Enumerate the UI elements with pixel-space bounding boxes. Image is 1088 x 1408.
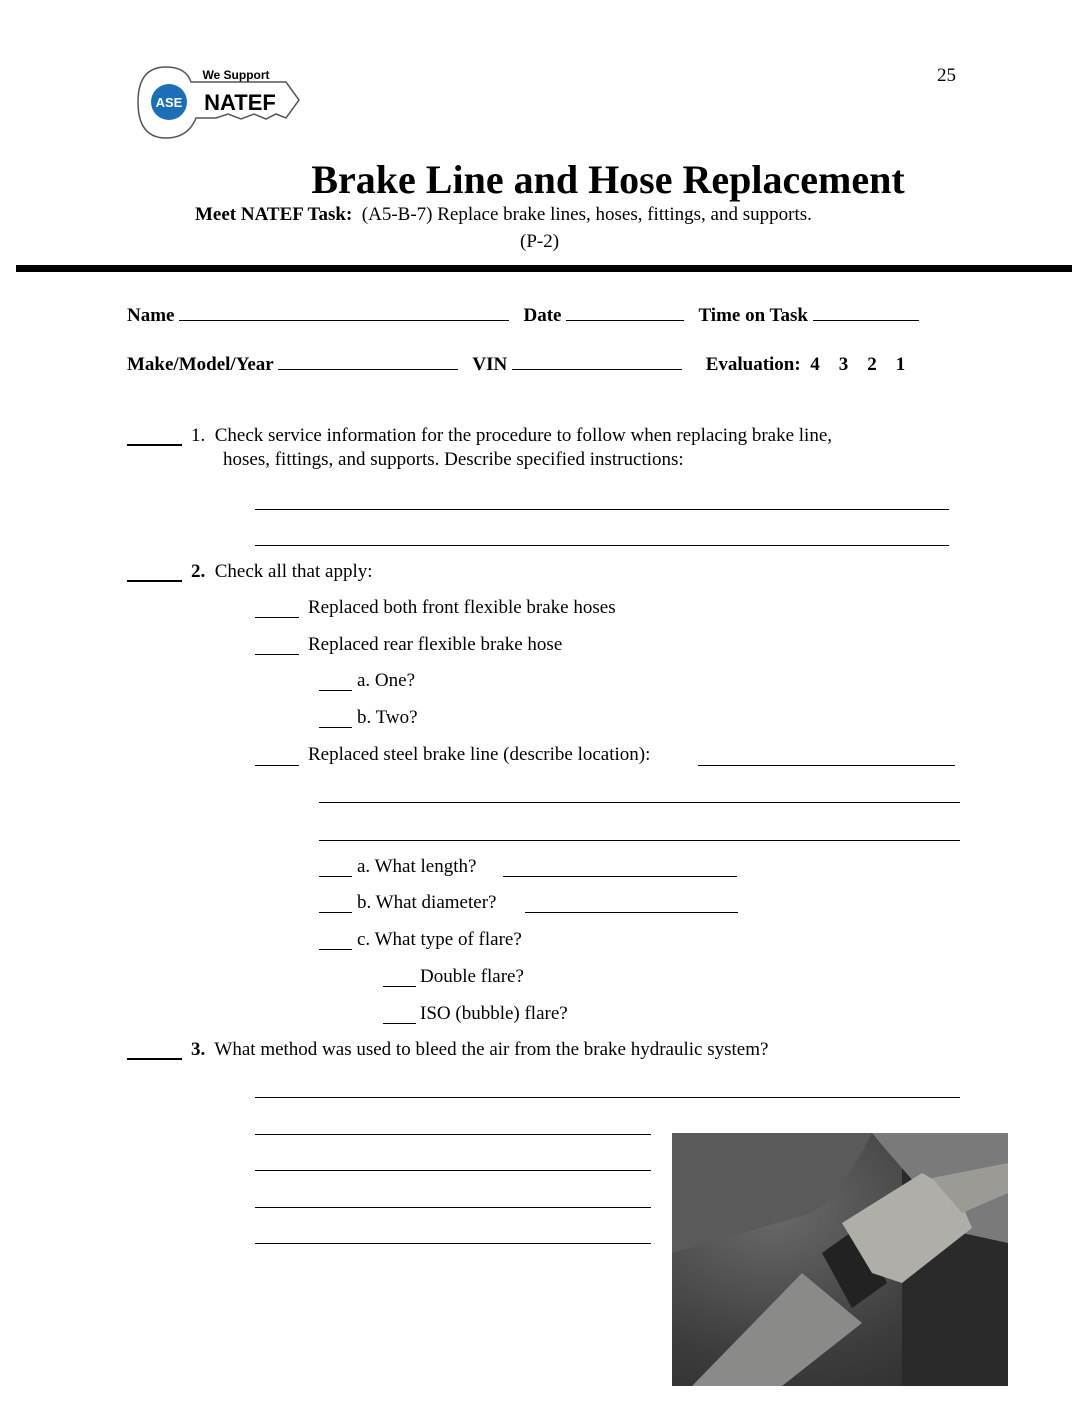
opt3b-label: b. What diameter? [357, 892, 497, 913]
page-title: Brake Line and Hose Replacement [311, 157, 905, 202]
length-field[interactable] [503, 876, 737, 877]
opt3b-blank[interactable] [319, 912, 352, 913]
make-model-year-label: Make/Model/Year [127, 354, 274, 375]
vin-label: VIN [472, 354, 508, 375]
opt3a-label: a. What length? [357, 856, 477, 877]
date-label: Date [523, 305, 562, 326]
opt1-label: Replaced both front flexible brake hoses [308, 597, 616, 618]
opt3c-label: c. What type of flare? [357, 929, 522, 950]
svg-text:NATEF: NATEF [204, 90, 276, 115]
q1-check-blank[interactable] [127, 444, 182, 446]
task-label: Meet NATEF Task: [195, 204, 353, 225]
opt1-blank[interactable] [255, 617, 299, 618]
q3-answer-line[interactable] [255, 1170, 651, 1171]
name-row [127, 302, 919, 327]
evaluation-label: Evaluation: [705, 354, 801, 375]
header-divider [16, 265, 1072, 272]
location-line[interactable] [319, 802, 960, 803]
q1-answer-line[interactable] [255, 509, 949, 510]
q3-answer-line[interactable] [255, 1243, 651, 1244]
location-line[interactable] [319, 840, 960, 841]
svg-text:We Support: We Support [202, 68, 270, 82]
make-model-year-field[interactable] [278, 351, 458, 370]
q3-answer-line[interactable] [255, 1134, 651, 1135]
opt3a-blank[interactable] [319, 876, 352, 877]
opt3-blank[interactable] [255, 765, 299, 766]
opt2b-blank[interactable] [319, 727, 352, 728]
task-priority: (P-2) [520, 231, 560, 252]
q3-answer-line[interactable] [255, 1207, 651, 1208]
flare2-blank[interactable] [383, 1023, 416, 1024]
q3-text: 3. What method was used to bleed the air from the brake hydraulic system? [191, 1039, 769, 1060]
time-on-task-label: Time on Task [698, 305, 808, 326]
task-line [195, 204, 812, 226]
q1-answer-line[interactable] [255, 545, 949, 546]
opt2-blank[interactable] [255, 654, 299, 655]
q2-text: 2. Check all that apply: [191, 561, 373, 582]
task-text: (A5-B-7) Replace brake lines, hoses, fittings, and supports. [361, 204, 812, 225]
score-4[interactable]: 4 [810, 354, 820, 375]
score-1[interactable]: 1 [895, 354, 906, 375]
name-label: Name [127, 305, 175, 326]
opt2-label: Replaced rear flexible brake hose [308, 634, 563, 655]
score-2[interactable]: 2 [867, 354, 877, 375]
score-3[interactable]: 3 [838, 354, 849, 375]
opt3c-blank[interactable] [319, 949, 352, 950]
natef-logo [136, 62, 302, 142]
opt2b-label: b. Two? [357, 707, 418, 728]
vin-field[interactable] [512, 351, 682, 370]
diameter-field[interactable] [525, 912, 738, 913]
q1-line2: hoses, fittings, and supports. Describe specified instructions: [223, 449, 684, 470]
name-field[interactable] [179, 302, 509, 321]
vehicle-row [127, 351, 905, 376]
flare2-label: ISO (bubble) flare? [420, 1003, 568, 1024]
time-on-task-field[interactable] [813, 302, 919, 321]
q3-check-blank[interactable] [127, 1058, 182, 1060]
page-number: 25 [937, 65, 956, 86]
q2-check-blank[interactable] [127, 580, 182, 582]
opt2a-label: a. One? [357, 670, 416, 691]
flare1-label: Double flare? [420, 966, 524, 987]
flare1-blank[interactable] [383, 986, 416, 987]
opt2a-blank[interactable] [319, 690, 352, 691]
date-field[interactable] [566, 302, 684, 321]
svg-text:ASE: ASE [155, 95, 183, 110]
location-field[interactable] [698, 765, 955, 766]
q3-answer-line[interactable] [255, 1097, 960, 1098]
brake-hose-photo [672, 1133, 1008, 1386]
opt3-label: Replaced steel brake line (describe location): [308, 744, 651, 765]
q1-line1: 1. Check service information for the procedure to follow when replacing brake line, [191, 425, 833, 446]
